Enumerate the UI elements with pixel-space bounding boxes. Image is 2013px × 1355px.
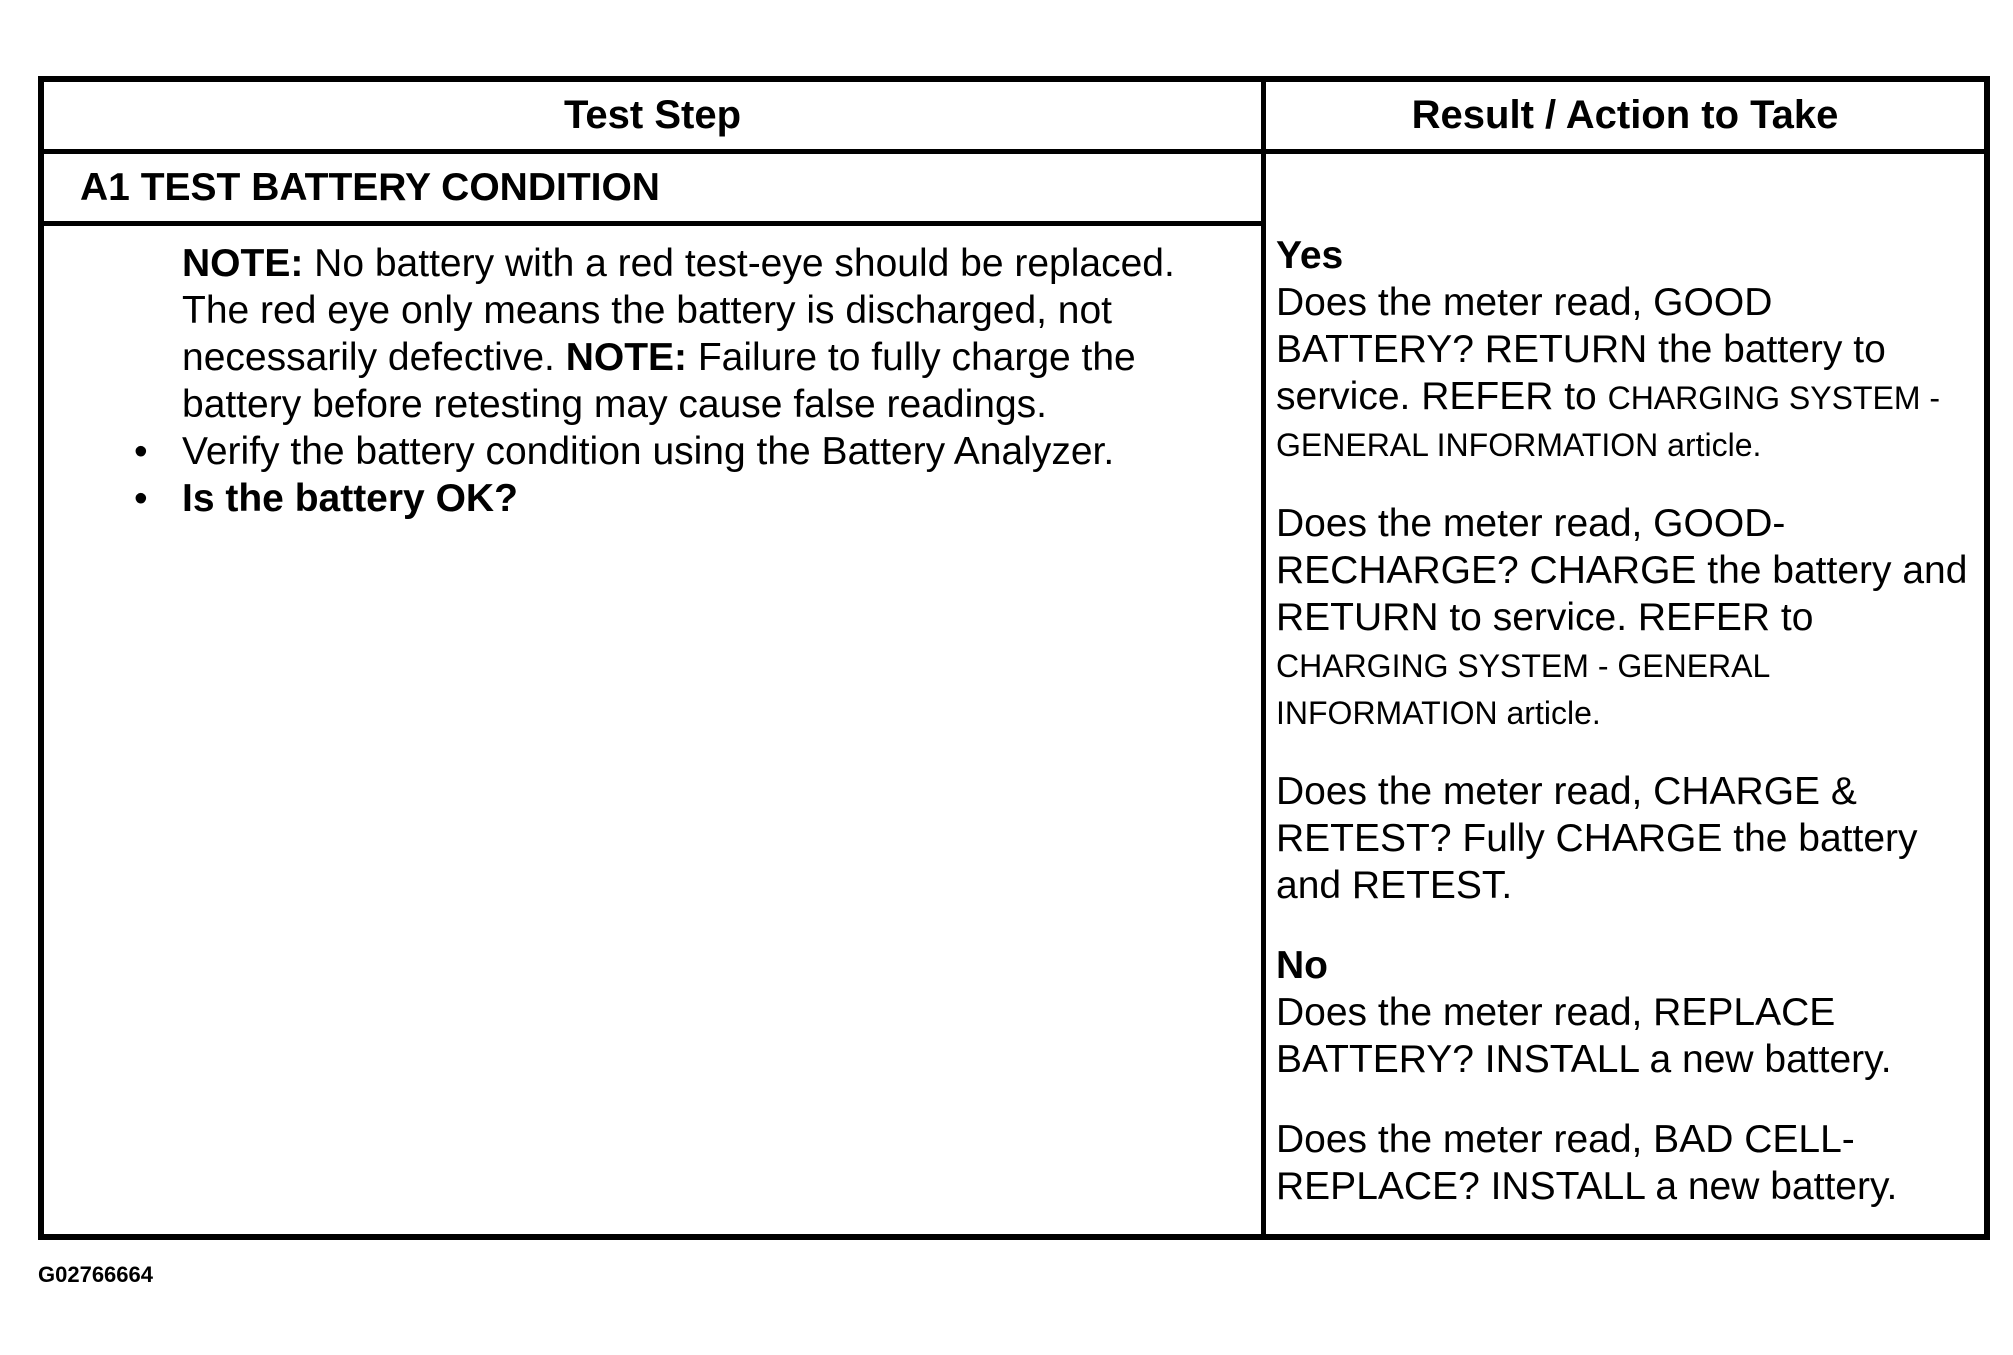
result-column [1266,154,1984,1234]
result-text: Does the meter read, GOOD-RECHARGE? CHARGE the battery and RETURN to service. REFER to [1276,502,1968,639]
yes-label: Yes [1276,234,1344,277]
diagnostic-table [38,76,1990,1240]
no-label: No [1276,944,1328,987]
result-item [1276,500,1978,735]
result-item: Does the meter read, BAD CELL-REPLACE? INSTALL a new battery. [1276,1118,1898,1208]
step-title: A1 TEST BATTERY CONDITION [44,154,1266,226]
note-text: No battery with a red test-eye should be replaced. The red eye only means the battery is discharged, not necessarily defective. [182,242,1175,379]
list-item [134,428,1241,475]
step-body [44,226,1266,1234]
reference-link: CHARGING SYSTEM - GENERAL INFORMATION article. [1276,648,1770,731]
header-test-step: Test Step [44,82,1266,154]
result-item [1276,768,1978,909]
note-label: NOTE: [565,336,688,379]
bullet-text: Verify the battery condition using the Battery Analyzer. [182,430,1115,473]
reference-link: CHARGING SYSTEM - GENERAL INFORMATION article. [1276,380,1941,463]
result-text: Does the meter read, CHARGE & RETEST? Fully CHARGE the battery and RETEST. [1276,770,1918,907]
note-text: Failure to fully charge the battery before retesting may cause false readings. [182,336,1136,426]
header-result-action: Result / Action to Take [1266,82,1984,154]
bullet-icon: • [134,430,148,473]
result-item [1276,279,1978,467]
figure-code: G02766664 [38,1262,153,1287]
result-item: Does the meter read, REPLACE BATTERY? INSTALL a new battery. [1276,991,1892,1081]
note-label: NOTE: [182,242,304,285]
result-text: Does the meter read, GOOD BATTERY? RETURN the battery to service. REFER to [1276,281,1886,418]
note-paragraph [182,240,1241,428]
list-item [134,475,1241,522]
step-bullet-list [134,428,1241,522]
bullet-text: Is the battery OK? [182,477,518,520]
bullet-icon: • [134,477,148,520]
